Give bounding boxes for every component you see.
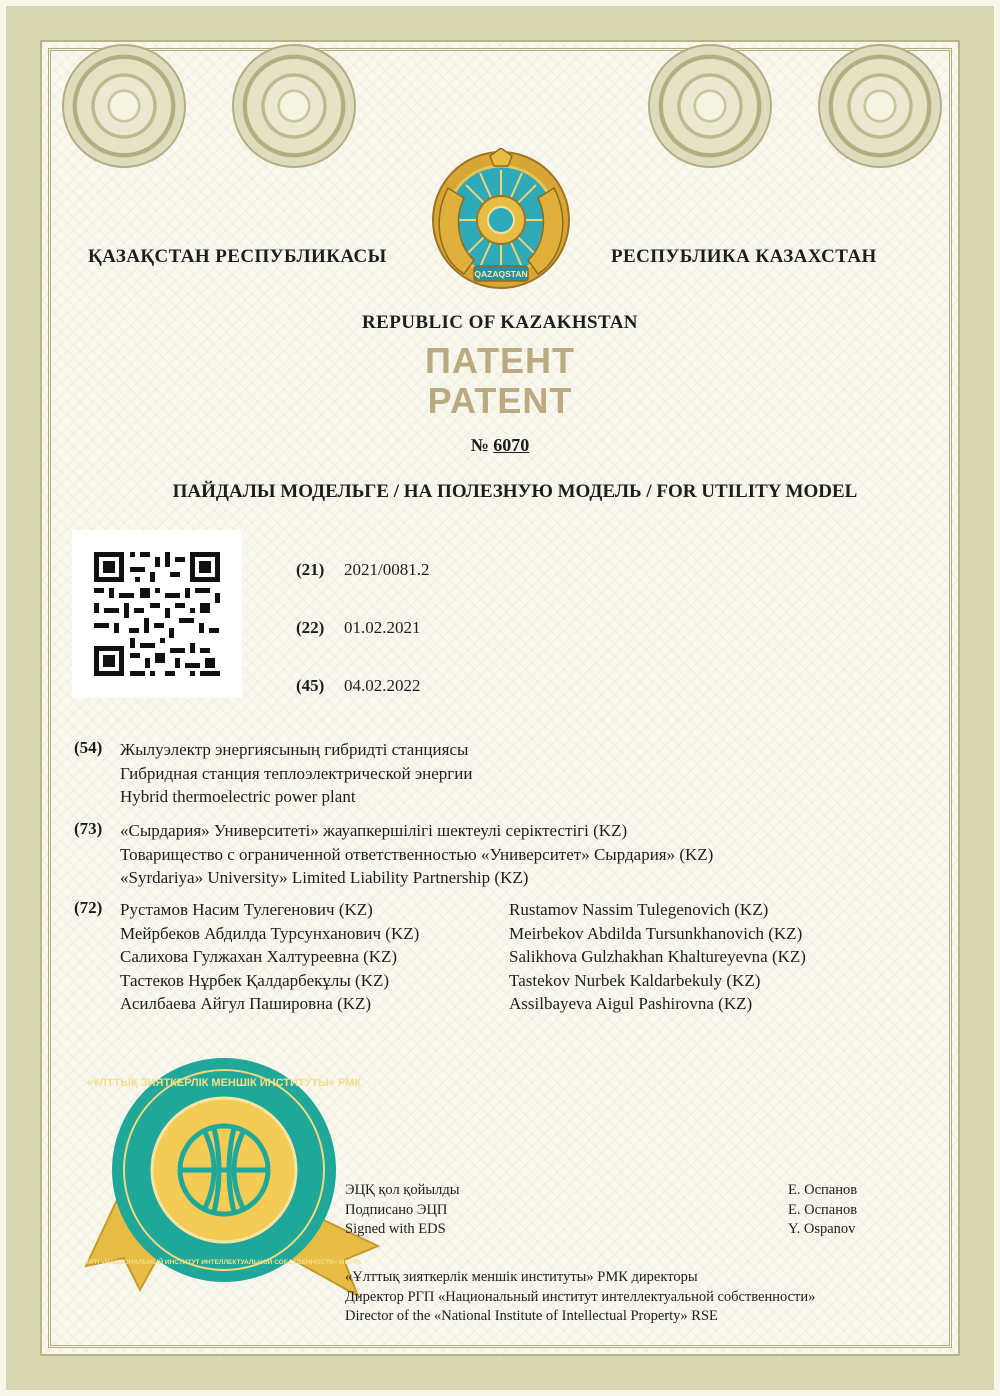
patent-title-ru: ПАТЕНТ bbox=[424, 340, 576, 381]
signed-line: Подписано ЭЦП bbox=[345, 1201, 448, 1218]
title-line: Hybrid thermoelectric power plant bbox=[120, 787, 356, 806]
author-name: Meirbekov Abdilda Tursunkhanovich (KZ) bbox=[509, 923, 803, 943]
position-line: Директор РГП «Национальный институт интеллектуальной собственности» bbox=[345, 1288, 816, 1305]
invention-title bbox=[120, 738, 472, 809]
director-position bbox=[345, 1268, 815, 1327]
rosette-ornament bbox=[232, 44, 356, 168]
seal-outer-text: «ҰЛТТЫҚ ЗИЯТКЕРЛІК МЕНШІК ИНСТИТУТЫ» РМК bbox=[86, 1077, 362, 1089]
name-line: Е. Оспанов bbox=[788, 1201, 858, 1218]
rosette-ornament bbox=[62, 44, 186, 168]
director-name bbox=[788, 1181, 857, 1240]
name-line: Е. Оспанов bbox=[788, 1182, 858, 1198]
author-name: Rustamov Nassim Tulegenovich (KZ) bbox=[509, 900, 769, 919]
application-number: 2021/0081.2 bbox=[344, 560, 430, 579]
qr-code bbox=[72, 530, 242, 698]
position-line: Director of the «National Institute of Intellectual Property» RSE bbox=[345, 1308, 718, 1324]
title-code: (54) bbox=[74, 738, 103, 757]
number-prefix: № bbox=[470, 435, 489, 455]
patent-owner bbox=[120, 819, 713, 890]
author-name: Мейрбеков Абдилда Турсунханович (KZ) bbox=[120, 923, 420, 943]
owner-line: Товарищество с ограниченной ответственностью «Университет» Сырдария» (KZ) bbox=[120, 844, 714, 864]
signed-with-eds bbox=[345, 1181, 459, 1240]
header-english: REPUBLIC OF KAZAKHSTAN bbox=[362, 312, 638, 333]
emblem-label: QAZAQSTAN bbox=[474, 269, 528, 279]
rosette-ornament bbox=[648, 44, 772, 168]
author-name: Tastekov Nurbek Kaldarbekuly (KZ) bbox=[509, 970, 761, 990]
title-line: Жылуэлектр энергиясының гибридті станциясы bbox=[120, 740, 469, 759]
owner-line: «Сырдария» Университеті» жауапкершілігі шектеулі серіктестігі (KZ) bbox=[120, 821, 628, 840]
filing-date: 01.02.2021 bbox=[344, 618, 421, 637]
patent-number bbox=[0, 435, 1000, 456]
signed-line: Signed with EDS bbox=[345, 1221, 446, 1237]
rosette-ornament bbox=[818, 44, 942, 168]
field-code: (22) bbox=[296, 618, 325, 637]
document-type: ПАЙДАЛЫ МОДЕЛЬГЕ / НА ПОЛЕЗНУЮ МОДЕЛЬ / FOR UTILITY MODEL bbox=[172, 481, 858, 502]
publication-date: 04.02.2022 bbox=[344, 676, 421, 695]
author-name: Рустамов Насим Тулегенович (KZ) bbox=[120, 900, 373, 919]
state-emblem bbox=[430, 148, 572, 296]
authors-cyrillic bbox=[120, 898, 419, 1016]
signed-line: ЭЦҚ қол қойылды bbox=[345, 1182, 460, 1198]
author-name: Salikhova Gulzhakhan Khaltureyevna (KZ) bbox=[509, 947, 806, 966]
owner-line: «Syrdariya» University» Limited Liability Partnership (KZ) bbox=[120, 868, 529, 887]
author-name: Assilbayeva Aigul Pashirovna (KZ) bbox=[509, 994, 753, 1013]
number-value: 6070 bbox=[493, 435, 530, 455]
authors-code: (72) bbox=[74, 898, 103, 917]
header-kazakh: ҚАЗАҚСТАН РЕСПУБЛИКАСЫ bbox=[88, 246, 387, 267]
author-name: Тастеков Нұрбек Қалдарбекұлы (KZ) bbox=[120, 970, 390, 990]
authors-latin bbox=[509, 898, 806, 1016]
owner-code: (73) bbox=[74, 819, 103, 838]
field-code: (45) bbox=[296, 676, 325, 695]
field-code: (21) bbox=[296, 560, 325, 579]
seal-inner-text: РГП «НАЦИОНАЛЬНЫЙ ИНСТИТУТ ИНТЕЛЛЕКТУАЛЬНОЙ СОБСТВЕННОСТИ» МЮ РК bbox=[86, 1259, 362, 1266]
author-name: Салихова Гулжахан Халтуреевна (KZ) bbox=[120, 947, 398, 966]
position-line: «Ұлттық зияткерлік меншік институты» РМК директоры bbox=[345, 1269, 698, 1285]
title-line: Гибридная станция теплоэлектрической энергии bbox=[120, 763, 473, 783]
qr-code-icon bbox=[72, 530, 242, 698]
name-line: Y. Ospanov bbox=[788, 1221, 856, 1237]
patent-title-en: PATENT bbox=[427, 380, 573, 421]
header-russian: РЕСПУБЛИКА КАЗАХСТАН bbox=[611, 246, 877, 267]
author-name: Асилбаева Айгул Пашировна (KZ) bbox=[120, 994, 372, 1013]
